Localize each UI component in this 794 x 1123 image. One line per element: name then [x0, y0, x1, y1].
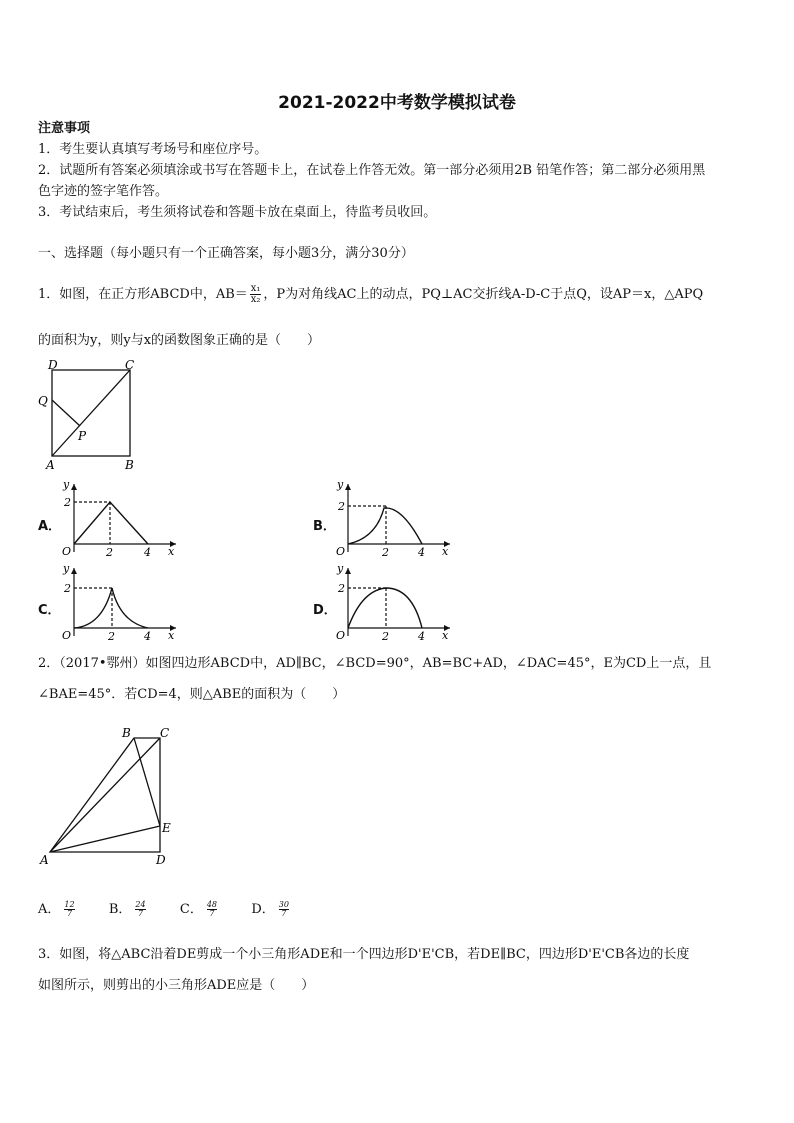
option-c-graph [58, 564, 183, 644]
x-tick-label: 2 [108, 630, 115, 643]
numerator: 30 [278, 900, 289, 909]
option-b-graph [332, 480, 457, 560]
vertex-label-d: D [156, 853, 166, 867]
option-a-label: A． [38, 902, 61, 917]
y-axis-label: y [63, 564, 70, 575]
option-a-curve [74, 502, 148, 544]
x-tick-label: 4 [144, 630, 151, 643]
option-c-label: C． [179, 902, 203, 917]
vertex-label-b: B [125, 458, 134, 472]
question-1-text-a: 1．如图，在正方形ABCD中，AB＝ [38, 287, 248, 302]
y-axis-label: y [63, 480, 70, 491]
option-c-value [207, 901, 217, 918]
origin-label: O [62, 545, 72, 558]
numerator: 24 [135, 900, 146, 909]
notice-heading: 注意事项 [38, 121, 91, 136]
numerator: 12 [64, 900, 75, 909]
x-tick-label: 2 [106, 546, 113, 559]
notice-item-2-line-1: 2．试题所有答案必须填涂或书写在答题卡上，在试卷上作答无效。第一部分必须用2B 铅笔作答；第二部分必须用黑 [38, 163, 706, 178]
option-b[interactable] [109, 902, 146, 917]
x-axis-label: x [168, 545, 175, 558]
segment-pq [52, 400, 80, 426]
diagonal-ac [52, 370, 130, 456]
vertex-label-b: B [122, 726, 131, 740]
notice-item-1: 1．考生要认真填写考场号和座位序号。 [38, 142, 268, 157]
x-tick-label: 2 [382, 546, 389, 559]
y-tick-label: 2 [64, 496, 71, 509]
option-c[interactable] [180, 902, 217, 917]
x-axis-label: x [442, 629, 449, 642]
notice-item-3: 3．考试结束后，考生须将试卷和答题卡放在桌面上，待监考员收回。 [38, 205, 437, 220]
question-1-line-2: 的面积为y，则y与x的函数图象正确的是（ ） [38, 333, 321, 348]
x-axis-label: x [442, 545, 449, 558]
question-3-line-2: 如图所示，则剪出的小三角形ADE应是（ ） [38, 978, 315, 993]
x-tick-label: 4 [144, 546, 151, 559]
origin-label: O [62, 629, 72, 642]
x-tick-label: 4 [418, 546, 425, 559]
y-tick-label: 2 [338, 582, 345, 595]
option-b-curve [348, 508, 422, 544]
vertex-label-a: A [46, 458, 55, 472]
vertex-label-d: D [48, 360, 58, 372]
option-a-label[interactable]: A． [38, 519, 62, 534]
option-d-label: D． [251, 902, 275, 917]
denominator: 7 [209, 909, 215, 918]
vertex-label-c: C [125, 360, 135, 372]
denominator: 7 [281, 909, 287, 918]
point-label-q: Q [38, 394, 48, 408]
question-2-options [38, 898, 289, 918]
fraction-denominator: x₂ [250, 294, 261, 305]
option-a-graph [58, 480, 183, 560]
option-b-label: B． [108, 902, 132, 917]
notice-item-2-line-2: 色字迹的签字笔作答。 [38, 184, 169, 199]
denominator: 7 [66, 909, 73, 918]
option-a[interactable] [38, 902, 75, 917]
option-d-label[interactable]: D． [313, 603, 337, 618]
option-d-value [279, 901, 289, 918]
x-tick-label: 4 [418, 630, 425, 643]
x-tick-label: 2 [382, 630, 389, 643]
origin-label: O [336, 545, 346, 558]
option-b-value [135, 901, 145, 918]
option-d-curve [348, 588, 422, 628]
option-d[interactable] [251, 902, 289, 917]
point-label-e: E [162, 821, 171, 835]
vertex-label-c: C [160, 726, 170, 740]
origin-label: O [336, 629, 346, 642]
y-axis-label: y [337, 564, 344, 575]
question-3-line-1: 3．如图，将△ABC沿着DE剪成一个小三角形ADE和一个四边形D'E'CB，若DE∥BC，四边形D'E'CB各边的长度 [38, 947, 690, 962]
numerator: 48 [206, 900, 218, 909]
option-d-graph [332, 564, 457, 644]
y-tick-label: 2 [338, 500, 345, 513]
square-figure [30, 360, 150, 475]
option-b-label[interactable]: B． [313, 519, 336, 534]
question-2-line-1: 2．（2017•鄂州）如图四边形ABCD中，AD∥BC，∠BCD=90°，AB=BC+AD，∠DAC=45°，E为CD上一点，且 [38, 656, 712, 671]
x-axis-label: x [168, 629, 175, 642]
quadrilateral-figure [36, 722, 186, 867]
option-c-curve [74, 588, 148, 628]
page-title: 2021-2022中考数学模拟试卷 [278, 93, 516, 113]
section-heading: 一、选择题（每小题只有一个正确答案，每小题3分，满分30分） [38, 246, 414, 261]
fraction-ab [250, 284, 262, 305]
y-tick-label: 2 [64, 582, 71, 595]
question-1-line-1 [38, 284, 703, 305]
option-c-label[interactable]: C． [38, 603, 61, 618]
y-axis-label: y [337, 480, 344, 491]
question-2-line-2: ∠BAE=45°．若CD=4，则△ABE的面积为（ ） [38, 687, 346, 702]
denominator: 7 [137, 909, 144, 918]
vertex-label-a: A [40, 853, 49, 867]
point-label-p: P [78, 429, 87, 443]
option-a-value [64, 901, 74, 918]
question-1-text-b: ，P为对角线AC上的动点，PQ⊥AC交折线A-D-C于点Q，设AP＝x，△APQ [263, 287, 704, 302]
fraction-numerator: x₁ [250, 283, 261, 294]
segment-ac [50, 738, 160, 852]
